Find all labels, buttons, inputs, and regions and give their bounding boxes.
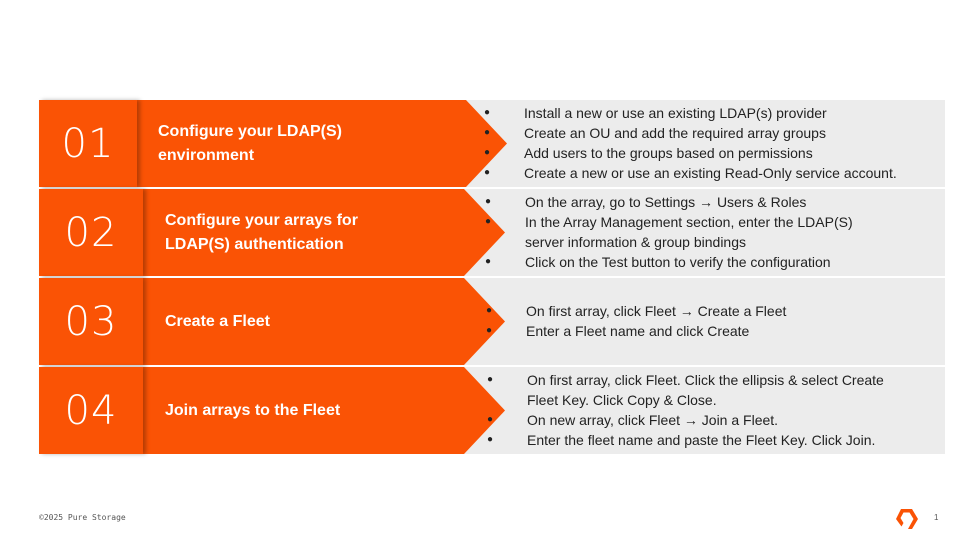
step-1-number: 01 — [39, 100, 137, 187]
step-3-bullets — [486, 301, 916, 341]
step-2-number: 02 — [39, 189, 143, 276]
page-number: 1 — [934, 513, 939, 522]
step-4-title — [165, 367, 340, 454]
list-item: ● Enter a Fleet name and click Create — [486, 321, 916, 341]
step-1-title-line-2: environment — [158, 146, 255, 164]
step-2-title — [165, 189, 358, 276]
step-2 — [39, 189, 945, 276]
list-item: ● In the Array Management section, enter the LDAP(S) server information & group bindings — [485, 212, 855, 252]
list-item: ● Enter the fleet name and paste the Fleet Key. Click Join. — [487, 430, 887, 450]
step-3 — [39, 278, 945, 365]
list-item: ● Add users to the groups based on permissions — [484, 143, 934, 163]
step-1-title-line-1: Configure your LDAP(S) — [158, 122, 342, 140]
list-item: ● Click on the Test button to verify the configuration — [485, 252, 855, 272]
step-2-title-line-1: Configure your arrays for — [165, 211, 358, 229]
step-3-number: 03 — [39, 278, 143, 365]
step-1 — [39, 100, 945, 187]
list-item: ● On new array, click Fleet → Join a Fleet. — [487, 410, 887, 430]
pure-storage-logo-icon — [894, 506, 920, 532]
step-3-title — [165, 278, 270, 365]
list-item: ● Create a new or use an existing Read-Only service account. — [484, 163, 934, 183]
list-item: ● Create an OU and add the required array groups — [484, 123, 934, 143]
step-4-bullets — [487, 370, 887, 450]
list-item: ● On first array, click Fleet → Create a Fleet — [486, 301, 916, 321]
list-item: ● On the array, go to Settings → Users & Roles — [485, 192, 855, 212]
step-4 — [39, 367, 945, 454]
step-4-title-line-1: Join arrays to the Fleet — [165, 401, 341, 419]
step-2-bullets — [485, 192, 855, 272]
list-item: ● Install a new or use an existing LDAP(s) provider — [484, 103, 934, 123]
step-4-number: 04 — [39, 367, 143, 454]
step-1-title — [158, 100, 342, 187]
step-3-title-line-1: Create a Fleet — [165, 312, 270, 330]
step-1-bullets — [484, 103, 934, 183]
list-item: ● On first array, click Fleet. Click the ellipsis & select Create Fleet Key. Click Copy & Close. — [487, 370, 887, 410]
steps-list — [39, 100, 945, 456]
copyright-text: ©2025 Pure Storage — [39, 513, 126, 522]
step-2-title-line-2: LDAP(S) authentication — [165, 235, 344, 253]
